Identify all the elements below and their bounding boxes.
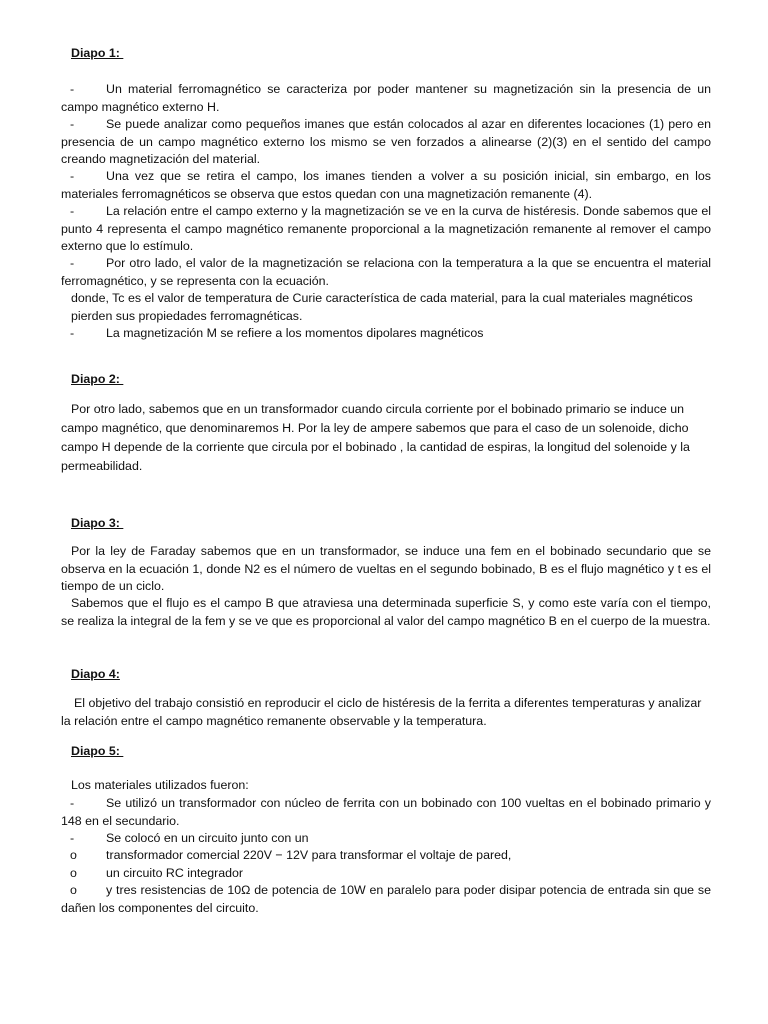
list-item <box>61 168 711 203</box>
list-item-text: transformador comercial 220V − 12V para transformar el voltaje de pared, <box>106 848 512 862</box>
dash-bullet-icon: - <box>70 831 75 845</box>
dash-bullet-icon: - <box>70 256 75 270</box>
list-item <box>61 325 711 343</box>
list-item <box>61 847 711 865</box>
body-paragraph: El objetivo del trabajo consistió en reproducir el ciclo de histéresis de la ferrita a diferentes temperaturas y analizar la relación entre el campo magnético remanente observable y la temperatura. <box>61 696 702 728</box>
list-item-text: La relación entre el campo externo y la magnetización se ve en la curva de histéresis. Donde sabemos que el punto 4 representa el campo magnético remanente proporcional a la magnetización remanente al remover el campo externo que lo estímulo. <box>61 204 711 253</box>
list-item <box>61 255 711 290</box>
dash-bullet-icon: - <box>70 796 75 810</box>
list-item-text: Por otro lado, el valor de la magnetización se relaciona con la temperatura a la que se encuentra el material ferromagnético, y se representa con la ecuación. <box>61 256 711 288</box>
list-item <box>61 81 711 116</box>
circle-bullet-icon: o <box>70 848 77 862</box>
list-item-text: Se utilizó un transformador con núcleo de ferrita con un bobinado con 100 vueltas en el bobinado primario y 148 en el secundario. <box>61 796 711 828</box>
circle-bullet-icon: o <box>70 883 77 897</box>
list-item <box>61 865 711 883</box>
list-item-text: un circuito RC integrador <box>106 866 244 880</box>
list-item <box>61 795 711 830</box>
section-heading-diapo-5: Diapo 5: <box>71 744 124 758</box>
circle-bullet-icon: o <box>70 866 77 880</box>
list-item-text: Se colocó en un circuito junto con un <box>106 831 309 845</box>
list-item-text: Se puede analizar como pequeños imanes que están colocados al azar en diferentes locaciones (1) pero en presencia de un campo magnético externo los mismo se ven forzados a alinearse (2)(3) en el sentido del campo creando magnetización del material. <box>61 117 711 166</box>
list-item-text: Una vez que se retira el campo, los imanes tienden a volver a su posición inicial, sin embargo, en los materiales ferromagnéticos se observa que estos quedan con una magnetización remanente (4). <box>61 169 711 201</box>
list-item <box>61 882 711 917</box>
body-paragraph: Por la ley de Faraday sabemos que en un transformador, se induce una fem en el bobinado secundario que se observa en la ecuación 1, donde N2 es el número de vueltas en el segundo bobinado, B es el flujo magnético y t es el tiempo de un ciclo. <box>61 544 711 593</box>
dash-bullet-icon: - <box>70 169 75 183</box>
body-paragraph: Por otro lado, sabemos que en un transformador cuando circula corriente por el bobinado primario se induce un campo magnético, que denominaremos H. Por la ley de ampere sabemos que para el caso de un solenoide, dicho campo H depende de la corriente que circula por el bobinado , la cantidad de espiras, la longitud del solenoide y la permeabilidad. <box>61 402 690 473</box>
section-heading-diapo-4: Diapo 4: <box>71 667 120 681</box>
list-item <box>61 203 711 256</box>
list-item-text: Un material ferromagnético se caracteriza por poder mantener su magnetización sin la presencia de un campo magnético externo H. <box>61 82 711 114</box>
body-paragraph: Sabemos que el flujo es el campo B que atraviesa una determinada superficie S, y como este varía con el tiempo, se realiza la integral de la fem y se ve que es proporcional al valor del campo magnético B en el cuerpo de la muestra. <box>61 596 711 628</box>
list-item <box>61 830 711 848</box>
list-item-text: y tres resistencias de 10Ω de potencia de 10W en paralelo para poder disipar potencia de entrada sin que se dañen los componentes del circuito. <box>61 883 711 915</box>
body-paragraph: donde, Tc es el valor de temperatura de Curie característica de cada material, para la cual materiales magnéticos pierden sus propiedades ferromagnéticas. <box>71 291 693 323</box>
dash-bullet-icon: - <box>70 204 75 218</box>
list-item <box>61 116 711 169</box>
dash-bullet-icon: - <box>70 82 75 96</box>
body-paragraph: Los materiales utilizados fueron: <box>71 778 249 792</box>
section-heading-diapo-2: Diapo 2: <box>71 372 124 386</box>
dash-bullet-icon: - <box>70 326 75 340</box>
section-heading-diapo-3: Diapo 3: <box>71 516 124 530</box>
section-heading-diapo-1: Diapo 1: <box>71 46 124 60</box>
dash-bullet-icon: - <box>70 117 75 131</box>
list-item-text: La magnetización M se refiere a los momentos dipolares magnéticos <box>106 326 484 340</box>
